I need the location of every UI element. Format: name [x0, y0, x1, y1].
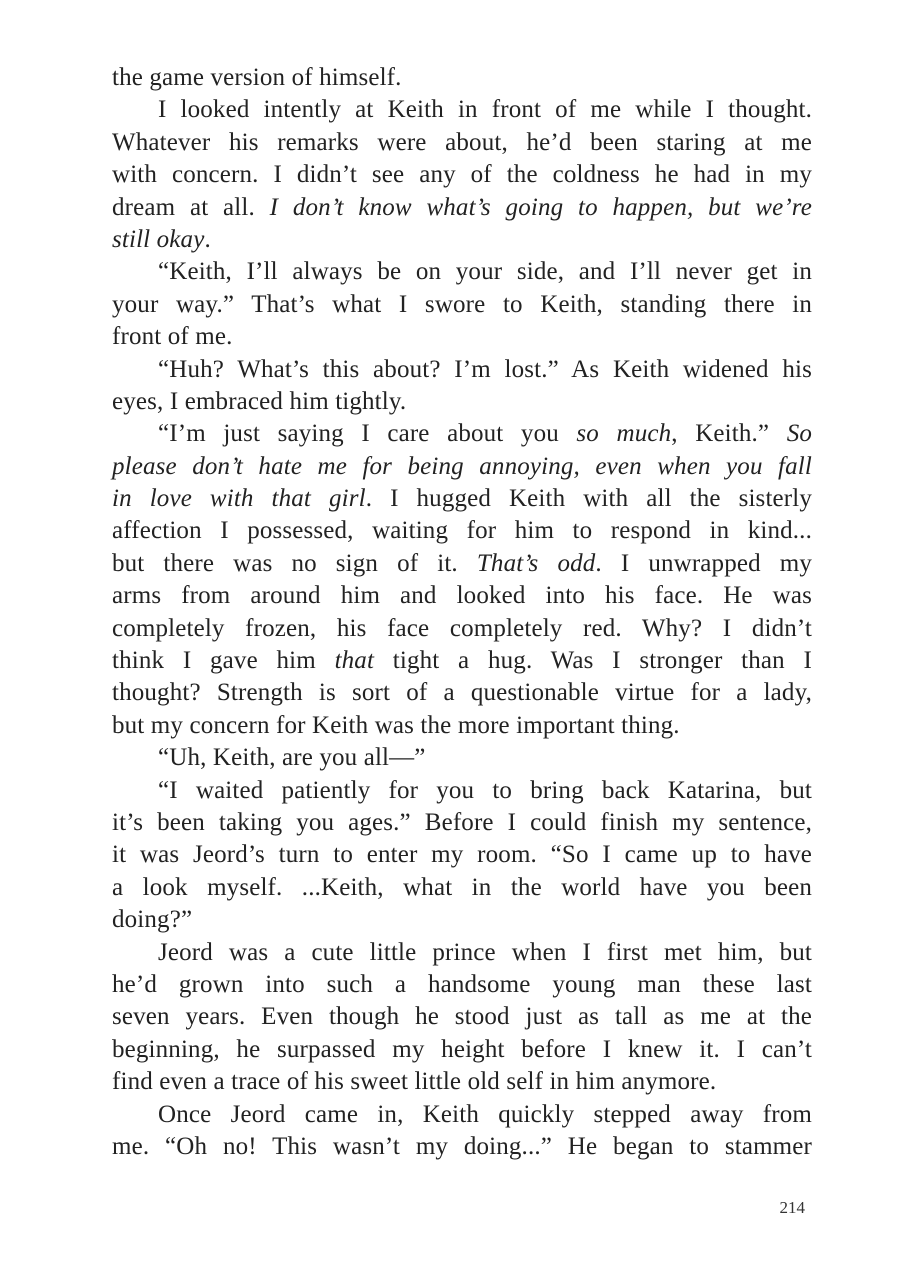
text-segment: “Keith, I’ll always be on your side, and I’ll never get in — [158, 258, 812, 286]
text-line — [112, 645, 812, 677]
text-segment: “I waited patiently for you to bring back Katarina, but — [158, 776, 812, 804]
text-line — [112, 807, 812, 839]
text-segment: I looked intently at Keith in front of me while I thought. — [158, 96, 812, 124]
text-segment: seven years. Even though he stood just as tall as me at the — [112, 1003, 812, 1031]
text-segment: with concern. I didn’t see any of the coldness he had in my — [112, 161, 812, 189]
italic-text: still okay — [112, 225, 205, 253]
text-segment: front of me. — [112, 323, 233, 351]
text-line — [112, 224, 812, 256]
text-segment: affection I possessed, waiting for him to respond in kind... — [112, 517, 812, 545]
page-number: 214 — [779, 1198, 805, 1217]
text-segment: . I hugged Keith with all the sisterly — [365, 485, 813, 513]
text-segment: me. “Oh no! This wasn’t my doing...” He began to stammer — [112, 1132, 812, 1160]
italic-text: so much — [576, 420, 672, 448]
text-line — [112, 1034, 812, 1066]
text-line — [112, 127, 812, 159]
text-line — [112, 386, 812, 418]
text-line — [112, 354, 812, 386]
text-line — [112, 289, 812, 321]
italic-text: in love with that girl — [112, 485, 366, 513]
text-segment: “Huh? What’s this about? I’m lost.” As Keith widened his — [158, 355, 812, 383]
text-segment: eyes, I embraced him tightly. — [112, 387, 407, 415]
text-segment: doing?” — [112, 906, 193, 934]
text-segment: . I unwrapped my — [595, 549, 813, 577]
text-segment: beginning, he surpassed my height before I knew it. I can’t — [112, 1035, 812, 1063]
text-segment: it’s been taking you ages.” Before I could finish my sentence, — [112, 808, 812, 836]
text-segment: think I gave him — [112, 647, 335, 675]
italic-text: please don’t hate me for being annoying, even when you fall — [112, 452, 812, 480]
text-segment: thought? Strength is sort of a questionable virtue for a lady, — [112, 679, 812, 707]
text-line — [112, 256, 812, 288]
text-line — [112, 742, 812, 774]
text-segment: tight a hug. Was I stronger than I — [374, 647, 812, 675]
text-line — [112, 418, 812, 450]
text-line — [112, 1099, 812, 1131]
text-line — [112, 94, 812, 126]
text-line — [112, 483, 812, 515]
text-line — [112, 872, 812, 904]
text-line — [112, 1001, 812, 1033]
text-segment: , Keith.” — [671, 420, 787, 448]
text-line — [112, 62, 812, 94]
text-line — [112, 321, 812, 353]
text-line — [112, 159, 812, 191]
text-line — [112, 904, 812, 936]
text-line — [112, 451, 812, 483]
italic-text: I don’t know what’s going to happen, but we’re — [269, 193, 812, 221]
text-line — [112, 548, 812, 580]
text-segment: Jeord was a cute little prince when I first met him, but — [158, 938, 812, 966]
text-line — [112, 1131, 812, 1163]
text-segment: he’d grown into such a handsome young man these last — [112, 970, 812, 998]
text-segment: it was Jeord’s turn to enter my room. “So I came up to have — [112, 841, 812, 869]
text-segment: your way.” That’s what I swore to Keith, standing there in — [112, 290, 812, 318]
text-line — [112, 192, 812, 224]
body-text — [112, 62, 812, 1163]
italic-text: So — [786, 420, 812, 448]
text-segment: dream at all. — [112, 193, 270, 221]
text-segment: but my concern for Keith was the more important thing. — [112, 711, 680, 739]
text-segment: “I’m just saying I care about you — [158, 420, 577, 448]
text-segment: completely frozen, his face completely red. Why? I didn’t — [112, 614, 812, 642]
text-line — [112, 969, 812, 1001]
text-segment: the game version of himself. — [112, 64, 402, 91]
text-line — [112, 775, 812, 807]
italic-text: that — [334, 647, 375, 675]
text-line — [112, 677, 812, 709]
italic-text: That’s odd — [476, 549, 596, 577]
text-line — [112, 937, 812, 969]
text-segment: . — [204, 225, 211, 253]
text-segment: “Uh, Keith, are you all—” — [158, 744, 426, 772]
text-segment: find even a trace of his sweet little old self in him anymore. — [112, 1068, 717, 1096]
text-line — [112, 580, 812, 612]
text-segment: arms from around him and looked into his face. He was — [112, 582, 812, 610]
text-segment: Once Jeord came in, Keith quickly stepped away from — [158, 1100, 812, 1128]
text-line — [112, 1066, 812, 1098]
text-line — [112, 613, 812, 645]
text-line — [112, 710, 812, 742]
text-segment: Whatever his remarks were about, he’d been staring at me — [112, 128, 812, 156]
text-segment: a look myself. ...Keith, what in the world have you been — [112, 873, 812, 901]
text-line — [112, 515, 812, 547]
text-line — [112, 839, 812, 871]
text-segment: but there was no sign of it. — [112, 549, 477, 577]
